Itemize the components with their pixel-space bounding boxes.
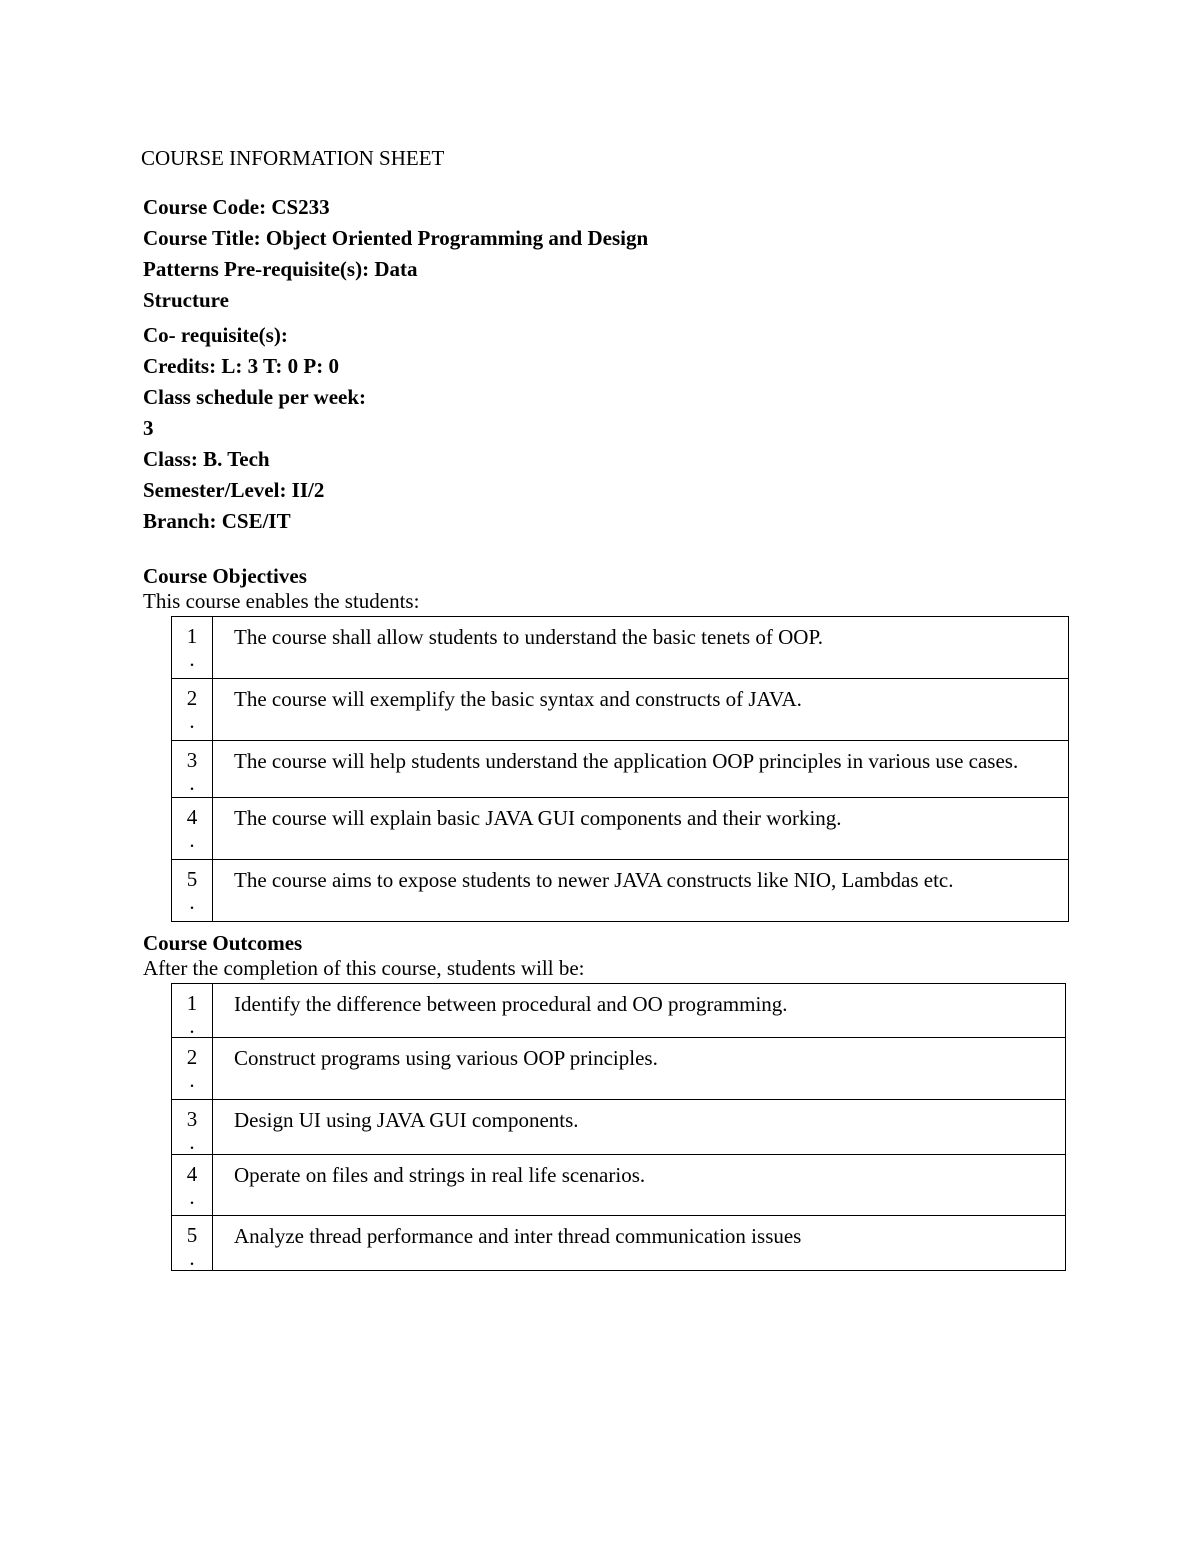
prerequisite-continuation-line: Structure xyxy=(143,288,229,312)
item-number: 2 . xyxy=(172,1038,213,1100)
course-outcomes-heading: Course Outcomes xyxy=(143,931,303,955)
item-text: The course will help students understand the application OOP principles in various use cases. xyxy=(213,741,1069,798)
table-row xyxy=(172,1038,1066,1100)
table-row xyxy=(172,798,1069,860)
item-text: The course shall allow students to understand the basic tenets of OOP. xyxy=(213,617,1069,679)
course-info-block xyxy=(143,194,648,539)
course-objectives-heading: Course Objectives xyxy=(143,564,307,588)
item-number: 3 . xyxy=(172,1100,213,1155)
item-number: 5 . xyxy=(172,860,213,922)
credits-line: Credits: L: 3 T: 0 P: 0 xyxy=(143,354,339,378)
course-objectives-table xyxy=(171,616,1069,922)
item-text: Construct programs using various OOP principles. xyxy=(213,1038,1066,1100)
item-number: 4 . xyxy=(172,798,213,860)
item-number: 2 . xyxy=(172,679,213,741)
table-row xyxy=(172,741,1069,798)
prerequisite-line: Patterns Pre-requisite(s): Data xyxy=(143,257,418,281)
course-code-line: Course Code: CS233 xyxy=(143,195,330,219)
course-title-line: Course Title: Object Oriented Programming and Design xyxy=(143,226,649,250)
item-text: Operate on files and strings in real life scenarios. xyxy=(213,1155,1066,1216)
table-row xyxy=(172,984,1066,1038)
item-number: 5 . xyxy=(172,1216,213,1271)
item-text: Identify the difference between procedural and OO programming. xyxy=(213,984,1066,1038)
class-line: Class: B. Tech xyxy=(143,447,270,471)
item-text: The course will exemplify the basic syntax and constructs of JAVA. xyxy=(213,679,1069,741)
branch-line: Branch: CSE/IT xyxy=(143,509,291,533)
class-schedule-line: Class schedule per week: xyxy=(143,385,367,409)
class-schedule-value-line: 3 xyxy=(143,416,154,440)
table-row xyxy=(172,1100,1066,1155)
item-number: 1 . xyxy=(172,617,213,679)
table-row xyxy=(172,860,1069,922)
item-number: 3 . xyxy=(172,741,213,798)
course-outcomes-section xyxy=(143,930,585,980)
item-text: Analyze thread performance and inter thread communication issues xyxy=(213,1216,1066,1271)
item-number: 4 . xyxy=(172,1155,213,1216)
table-row xyxy=(172,1216,1066,1271)
course-objectives-intro: This course enables the students: xyxy=(143,589,420,613)
item-number: 1 . xyxy=(172,984,213,1038)
semester-level-line: Semester/Level: II/2 xyxy=(143,478,325,502)
course-outcomes-intro: After the completion of this course, students will be: xyxy=(143,956,585,980)
item-text: Design UI using JAVA GUI components. xyxy=(213,1100,1066,1155)
table-row xyxy=(172,1155,1066,1216)
item-text: The course will explain basic JAVA GUI components and their working. xyxy=(213,798,1069,860)
item-text: The course aims to expose students to newer JAVA constructs like NIO, Lambdas etc. xyxy=(213,860,1069,922)
course-outcomes-table xyxy=(171,983,1066,1271)
corequisite-line: Co- requisite(s): xyxy=(143,323,288,347)
table-row xyxy=(172,617,1069,679)
course-objectives-section xyxy=(143,563,419,613)
table-row xyxy=(172,679,1069,741)
document-title: COURSE INFORMATION SHEET xyxy=(141,146,445,170)
